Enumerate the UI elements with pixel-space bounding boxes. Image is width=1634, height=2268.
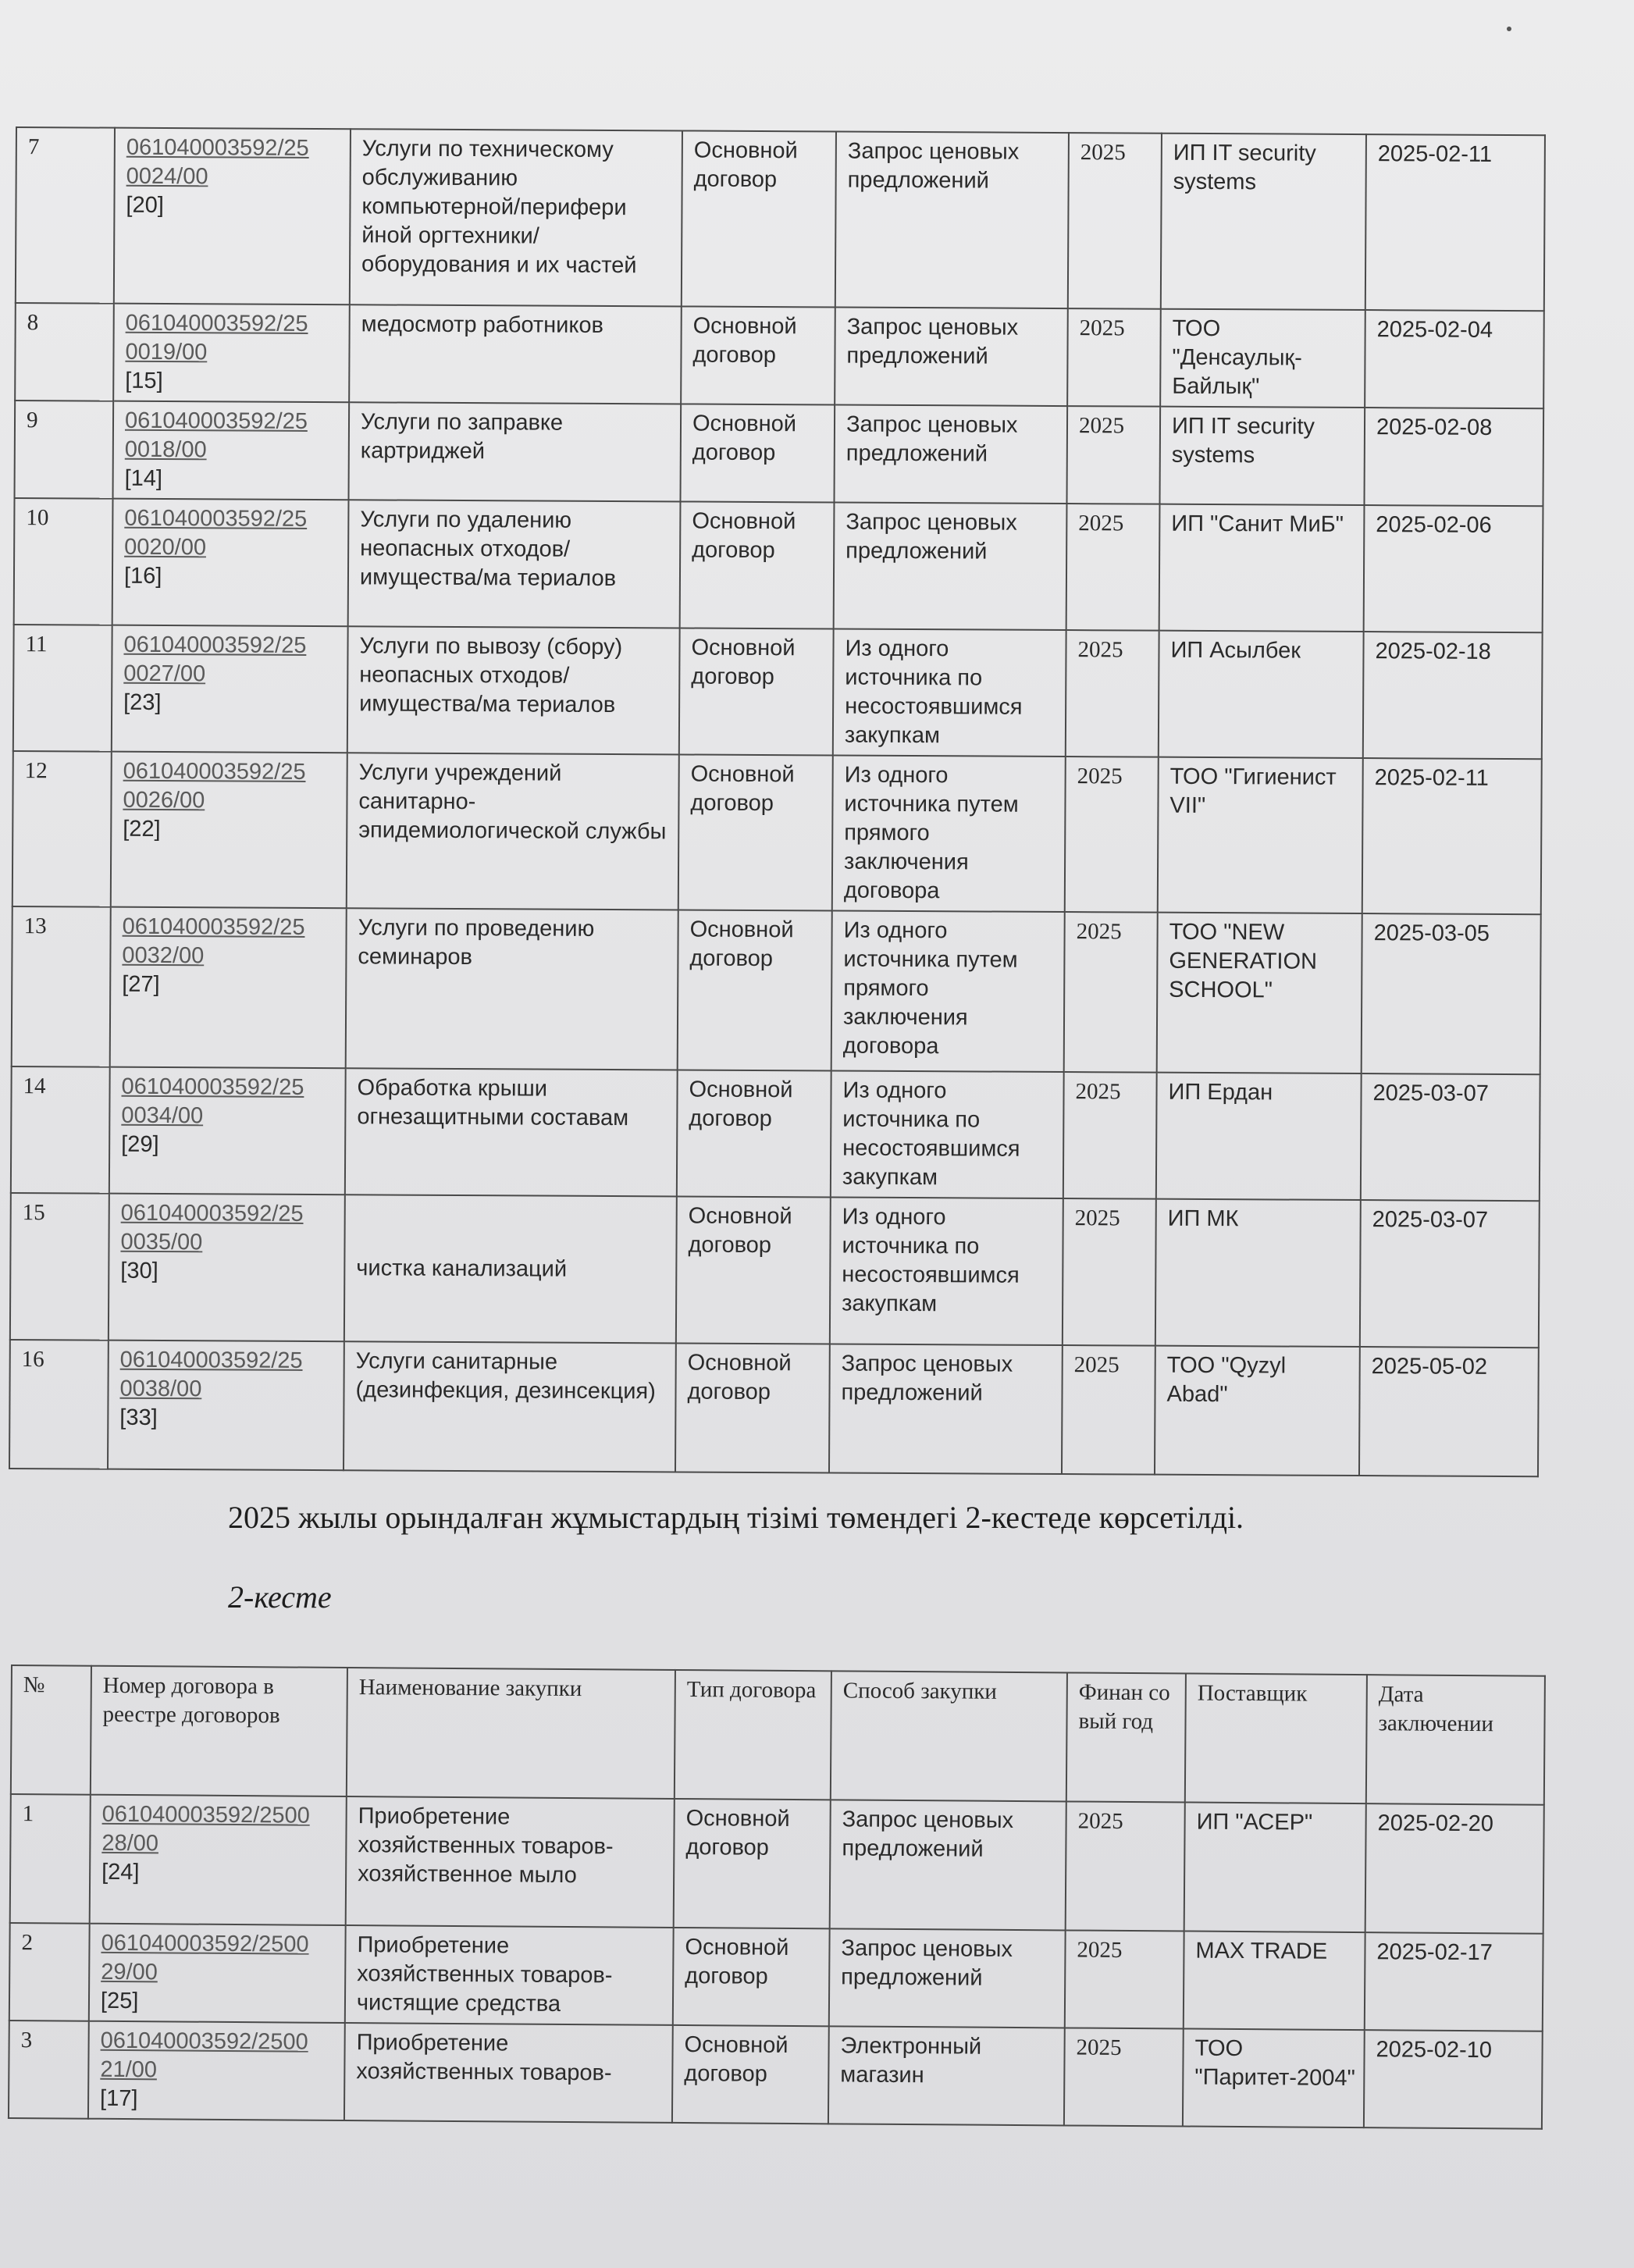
contract-date: 2025-03-07 bbox=[1360, 1200, 1540, 1348]
procurement-table-1 bbox=[9, 126, 1546, 1477]
header-date: Дата заключении bbox=[1366, 1675, 1545, 1805]
speck-mark bbox=[1507, 27, 1511, 31]
contract-type: Основной договор bbox=[679, 628, 834, 755]
contract-cell bbox=[109, 1194, 345, 1342]
row-number: 1 bbox=[10, 1794, 91, 1924]
table-row bbox=[10, 1193, 1540, 1348]
header-number: № bbox=[11, 1665, 91, 1795]
purchase-method: Запрос ценовых предложений bbox=[835, 132, 1069, 309]
contract-cell bbox=[112, 625, 348, 753]
fiscal-year: 2025 bbox=[1066, 406, 1160, 504]
contract-cell bbox=[113, 401, 350, 500]
header-name: Наименование закупки bbox=[347, 1668, 675, 1799]
contract-type: Основной договор bbox=[678, 910, 832, 1070]
purchase-name: Услуги по техническому обслуживанию компьютерной/перифери йной оргтехники/оборудования и их частей bbox=[350, 129, 682, 306]
contract-date: 2025-02-04 bbox=[1365, 310, 1544, 408]
contract-date: 2025-02-20 bbox=[1365, 1803, 1544, 1934]
table-row bbox=[9, 2021, 1543, 2129]
contract-type: Основной договор bbox=[680, 501, 835, 628]
contract-link[interactable]: 061040003592/25 0018/00 bbox=[124, 408, 308, 463]
table-row bbox=[10, 1794, 1544, 1934]
contract-type: Основной договор bbox=[672, 2025, 829, 2124]
contract-ref: [14] bbox=[124, 465, 163, 491]
purchase-method: Запрос ценовых предложений bbox=[829, 1928, 1066, 2028]
purchase-method: Из одного источника по несостоявшимся закупкам bbox=[833, 628, 1066, 757]
supplier: ТОО "Денсаулық-Байлық" bbox=[1160, 309, 1365, 408]
fiscal-year: 2025 bbox=[1062, 1345, 1155, 1475]
purchase-name: чистка канализаций bbox=[344, 1195, 677, 1343]
purchase-name: Приобретение хозяйственных товаров- bbox=[344, 2023, 673, 2123]
contract-date: 2025-02-11 bbox=[1365, 134, 1545, 311]
contract-date: 2025-05-02 bbox=[1359, 1347, 1539, 1476]
row-number: 11 bbox=[13, 625, 112, 752]
table-row bbox=[12, 751, 1542, 914]
purchase-method: Запрос ценовых предложений bbox=[830, 1800, 1066, 1930]
table-2-title: 2-кесте bbox=[228, 1579, 332, 1615]
contract-type: Основной договор bbox=[673, 1928, 830, 2026]
row-number: 8 bbox=[15, 303, 114, 401]
row-number: 16 bbox=[9, 1340, 109, 1469]
header-type: Тип договора bbox=[675, 1670, 831, 1800]
contract-type: Основной договор bbox=[682, 130, 836, 307]
table-row bbox=[9, 1923, 1543, 2031]
procurement-table-2 bbox=[8, 1665, 1546, 2130]
table-row bbox=[13, 625, 1543, 759]
contract-link[interactable]: 061040003592/25 0024/00 bbox=[126, 134, 309, 190]
contract-date: 2025-02-10 bbox=[1364, 2030, 1543, 2129]
supplier: ТОО "Гигиенист VII" bbox=[1158, 757, 1363, 913]
purchase-name: Услуги санитарные (дезинфекция, дезинсекция) bbox=[344, 1341, 676, 1472]
contract-link[interactable]: 061040003592/2500 29/00 bbox=[101, 1930, 309, 1985]
supplier: ИП IT security systems bbox=[1161, 134, 1366, 310]
table-row bbox=[11, 1066, 1540, 1201]
supplier: ТОО "NEW GENERATION SCHOOL" bbox=[1157, 913, 1362, 1073]
fiscal-year: 2025 bbox=[1063, 1198, 1156, 1346]
table-row bbox=[16, 127, 1545, 311]
header-year: Финан со вый год bbox=[1066, 1672, 1186, 1802]
row-number: 7 bbox=[16, 127, 115, 304]
contract-link[interactable]: 061040003592/25 0026/00 bbox=[123, 758, 306, 814]
contract-date: 2025-03-07 bbox=[1361, 1073, 1540, 1201]
table-row bbox=[15, 401, 1544, 506]
contract-ref: [20] bbox=[126, 192, 164, 218]
contract-ref: [24] bbox=[101, 1859, 140, 1885]
supplier: MAX TRADE bbox=[1184, 1931, 1365, 2030]
purchase-method: Электронный магазин bbox=[828, 2026, 1065, 2125]
contract-cell bbox=[108, 1341, 344, 1471]
fiscal-year: 2025 bbox=[1065, 757, 1159, 913]
contract-ref: [22] bbox=[123, 816, 161, 842]
contract-type: Основной договор bbox=[680, 404, 835, 502]
supplier: ИП IT security systems bbox=[1159, 407, 1365, 505]
purchase-name: Услуги учреждений санитарно-эпидемиологической службы bbox=[347, 753, 679, 910]
purchase-name: Приобретение хозяйственных товаров-чистящие средства bbox=[345, 1925, 674, 2025]
contract-ref: [25] bbox=[100, 1988, 139, 2014]
contract-date: 2025-03-05 bbox=[1362, 913, 1541, 1074]
supplier: ИП Ердан bbox=[1156, 1073, 1362, 1200]
contract-link[interactable]: 061040003592/25 0020/00 bbox=[124, 505, 308, 561]
contract-ref: [29] bbox=[121, 1131, 159, 1157]
contract-link[interactable]: 061040003592/25 0034/00 bbox=[121, 1073, 304, 1129]
contract-cell bbox=[113, 304, 350, 403]
contract-ref: [17] bbox=[100, 2085, 138, 2112]
row-number: 10 bbox=[14, 498, 113, 625]
supplier: ТОО "Паритет-2004" bbox=[1183, 2028, 1365, 2127]
contract-ref: [27] bbox=[122, 971, 160, 997]
contract-cell bbox=[110, 907, 347, 1069]
purchase-method: Из одного источника путем прямого заключения договора bbox=[831, 910, 1065, 1072]
row-number: 12 bbox=[12, 751, 112, 907]
table-intro-sentence: 2025 жылы орындалған жұмыстардың тізімі төмендегі 2-кестеде көрсетілді. bbox=[228, 1500, 1244, 1535]
purchase-method: Запрос ценовых предложений bbox=[835, 307, 1068, 406]
purchase-method: Из одного источника по несостоявшимся закупкам bbox=[831, 1070, 1064, 1198]
fiscal-year: 2025 bbox=[1063, 1072, 1157, 1199]
contract-cell bbox=[89, 1924, 346, 2023]
supplier: ИП Асылбек bbox=[1159, 631, 1364, 758]
fiscal-year: 2025 bbox=[1066, 504, 1160, 631]
contract-date: 2025-02-06 bbox=[1364, 505, 1543, 632]
contract-cell bbox=[90, 1795, 347, 1925]
row-number: 14 bbox=[11, 1066, 110, 1194]
contract-ref: [23] bbox=[123, 689, 162, 715]
header-contract: Номер договора в реестре договоров bbox=[91, 1666, 347, 1796]
purchase-name: Услуги по заправке картриджей bbox=[349, 402, 682, 501]
supplier: ИП "АСЕР" bbox=[1184, 1803, 1366, 1933]
fiscal-year: 2025 bbox=[1065, 1930, 1184, 2028]
contract-link[interactable]: 061040003592/25 0032/00 bbox=[122, 913, 305, 969]
purchase-name: Приобретение хозяйственных товаров-хозяйственное мыло bbox=[346, 1796, 675, 1928]
contract-ref: [16] bbox=[123, 563, 162, 589]
contract-link[interactable]: 061040003592/25 0019/00 bbox=[125, 310, 308, 365]
supplier: ИП "Санит МиБ" bbox=[1159, 504, 1365, 632]
row-number: 3 bbox=[9, 2021, 89, 2119]
contract-link[interactable]: 061040003592/25 0027/00 bbox=[123, 632, 307, 687]
contract-type: Основной договор bbox=[681, 306, 835, 404]
contract-date: 2025-02-11 bbox=[1362, 758, 1542, 914]
contract-type: Основной договор bbox=[676, 1196, 831, 1344]
row-number: 2 bbox=[9, 1923, 90, 2021]
header-method: Способ закупки bbox=[831, 1671, 1067, 1801]
contract-date: 2025-02-08 bbox=[1364, 408, 1543, 506]
row-number: 9 bbox=[15, 401, 114, 499]
contract-ref: [30] bbox=[120, 1258, 158, 1284]
table-row bbox=[15, 303, 1544, 408]
contract-date: 2025-02-18 bbox=[1363, 632, 1543, 759]
purchase-name: Услуги по вывозу (сбору) неопасных отходов/имущества/ма териалов bbox=[347, 626, 680, 754]
contract-type: Основной договор bbox=[675, 1343, 830, 1472]
contract-cell bbox=[109, 1067, 346, 1195]
supplier: ТОО "Qyzyl Abad" bbox=[1155, 1346, 1360, 1476]
fiscal-year: 2025 bbox=[1064, 912, 1158, 1073]
table-row bbox=[14, 498, 1543, 632]
table-header-row bbox=[11, 1665, 1545, 1805]
header-supplier: Поставщик bbox=[1185, 1674, 1367, 1804]
contract-cell bbox=[88, 2021, 345, 2120]
contract-link[interactable]: 061040003592/2500 21/00 bbox=[100, 2028, 308, 2083]
contract-type: Основной договор bbox=[674, 1799, 831, 1928]
fiscal-year: 2025 bbox=[1066, 630, 1159, 757]
contract-cell bbox=[111, 752, 347, 909]
fiscal-year: 2025 bbox=[1068, 133, 1162, 309]
row-number: 13 bbox=[12, 906, 111, 1067]
purchase-method: Запрос ценовых предложений bbox=[829, 1344, 1063, 1474]
table-row bbox=[12, 906, 1541, 1074]
purchase-name: медосмотр работников bbox=[349, 304, 682, 404]
fiscal-year: 2025 bbox=[1067, 308, 1161, 407]
contract-cell bbox=[112, 499, 349, 627]
purchase-name: Услуги по удалению неопасных отходов/имущества/ма териалов bbox=[348, 500, 681, 628]
fiscal-year: 2025 bbox=[1066, 1801, 1185, 1931]
contract-cell bbox=[114, 128, 351, 305]
row-number: 15 bbox=[10, 1193, 109, 1341]
contract-date: 2025-02-17 bbox=[1365, 1932, 1543, 2031]
fiscal-year: 2025 bbox=[1064, 2028, 1184, 2126]
purchase-method: Запрос ценовых предложений bbox=[834, 404, 1067, 504]
purchase-name: Обработка крыши огнезащитными составам bbox=[345, 1068, 678, 1196]
purchase-method: Запрос ценовых предложений bbox=[834, 502, 1067, 630]
purchase-method: Из одного источника по несостоявшимся закупкам bbox=[830, 1197, 1063, 1345]
contract-link[interactable]: 061040003592/25 0035/00 bbox=[120, 1200, 304, 1255]
purchase-method: Из одного источника путем прямого заключения договора bbox=[832, 755, 1066, 912]
purchase-name: Услуги по проведению семинаров bbox=[346, 908, 678, 1070]
contract-link[interactable]: 061040003592/25 0038/00 bbox=[119, 1347, 303, 1402]
contract-link[interactable]: 061040003592/2500 28/00 bbox=[101, 1801, 310, 1857]
contract-ref: [33] bbox=[119, 1405, 158, 1430]
contract-ref: [15] bbox=[125, 368, 163, 393]
contract-type: Основной договор bbox=[677, 1070, 831, 1197]
supplier: ИП МК bbox=[1155, 1199, 1361, 1347]
table-row bbox=[9, 1340, 1539, 1476]
contract-type: Основной договор bbox=[678, 754, 833, 910]
